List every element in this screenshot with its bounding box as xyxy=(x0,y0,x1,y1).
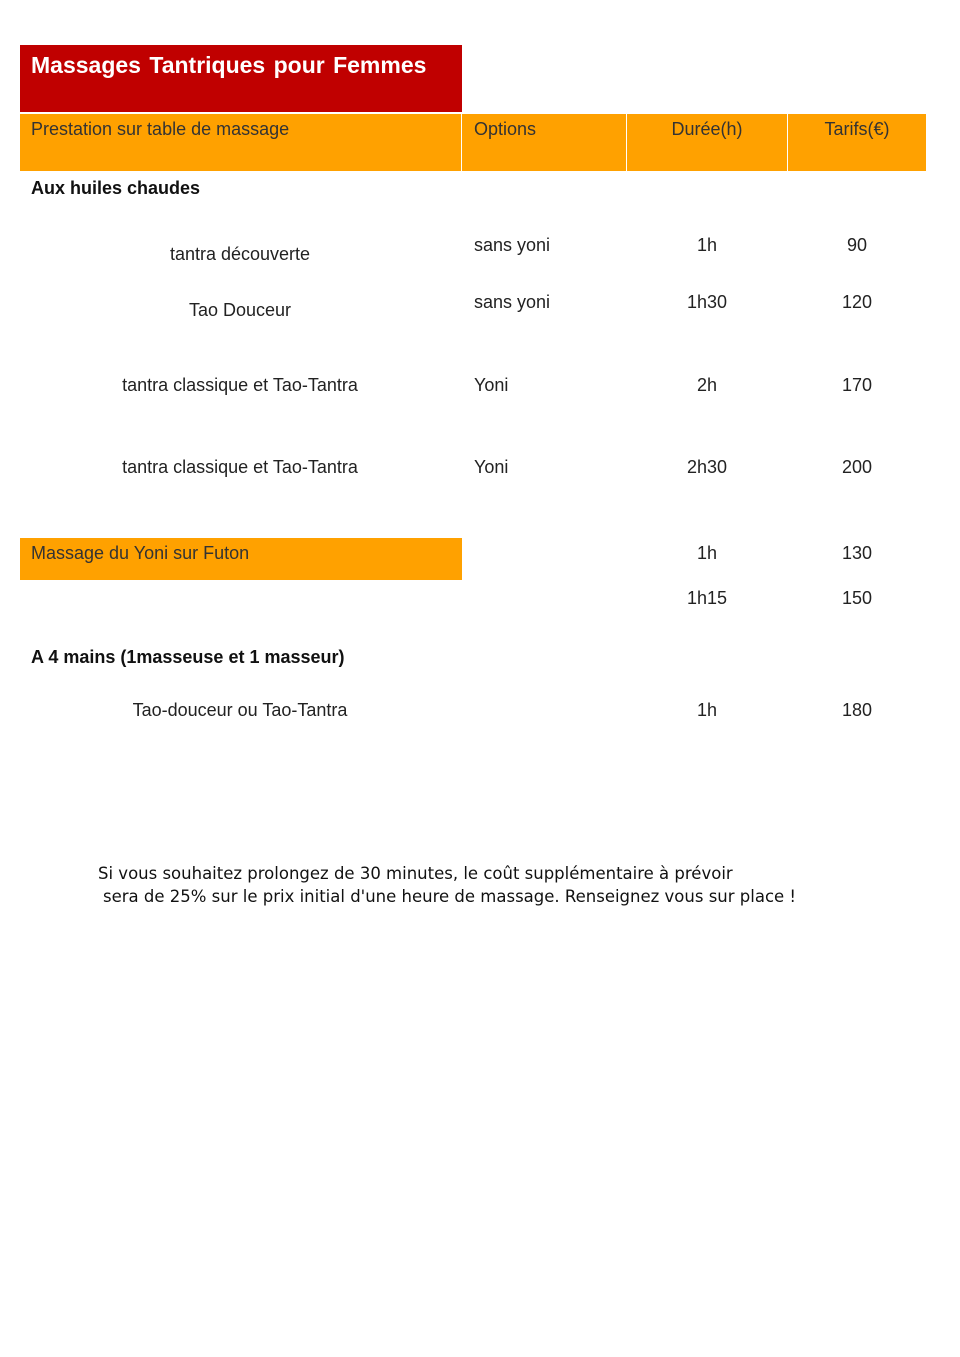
header-duree: Durée(h) xyxy=(627,114,788,171)
row-duree: 1h15 xyxy=(686,588,728,608)
section-huiles-chaudes: Aux huiles chaudes xyxy=(31,178,201,198)
row-duree: 1h xyxy=(696,700,718,720)
row-option: Yoni xyxy=(474,457,509,477)
note-line-2: sera de 25% sur le prix initial d'une heure de massage. Renseignez vous sur place ! xyxy=(103,887,797,906)
row-duree: 1h xyxy=(696,543,718,563)
row-option: Yoni xyxy=(474,375,509,395)
row-tarif: 150 xyxy=(841,588,873,608)
yoni-futon-label: Massage du Yoni sur Futon xyxy=(31,543,250,563)
header-options: Options xyxy=(462,114,627,171)
row-name: Tao-douceur ou Tao-Tantra xyxy=(132,700,348,720)
row-tarif: 120 xyxy=(841,292,873,312)
row-tarif: 180 xyxy=(841,700,873,720)
row-tarif: 130 xyxy=(841,543,873,563)
page-title: Massages Tantriques pour Femmes xyxy=(31,52,427,78)
row-option: sans yoni xyxy=(474,292,551,312)
table-header xyxy=(20,114,926,171)
row-name: tantra découverte xyxy=(169,244,311,264)
header-tarifs: Tarifs(€) xyxy=(824,119,890,139)
row-duree: 1h xyxy=(696,235,718,255)
row-duree: 2h xyxy=(696,375,718,395)
row-duree: 2h30 xyxy=(686,457,728,477)
row-name: tantra classique et Tao-Tantra xyxy=(122,457,358,477)
section-4-mains: A 4 mains (1masseuse et 1 masseur) xyxy=(31,647,345,667)
row-name: tantra classique et Tao-Tantra xyxy=(122,375,358,395)
row-tarif: 90 xyxy=(846,235,868,255)
header-prestation: Prestation sur table de massage xyxy=(20,114,462,171)
row-tarif: 200 xyxy=(841,457,873,477)
row-tarif: 170 xyxy=(841,375,873,395)
row-option: sans yoni xyxy=(474,235,551,255)
row-name: Tao Douceur xyxy=(188,300,292,320)
row-duree: 1h30 xyxy=(686,292,728,312)
note-line-1: Si vous souhaitez prolongez de 30 minutes, le coût supplémentaire à prévoir xyxy=(98,864,733,883)
